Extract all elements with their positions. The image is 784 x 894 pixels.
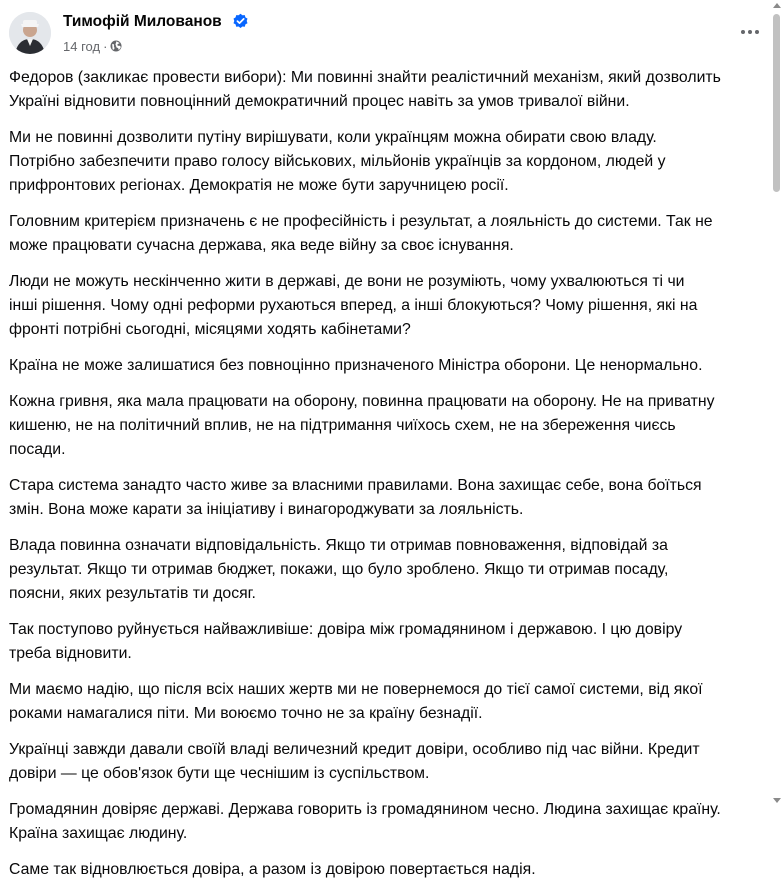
post-header (0, 0, 770, 62)
author-name[interactable]: Тимофій Милованов (63, 13, 222, 30)
scroll-up-arrow-icon[interactable] (773, 3, 781, 8)
post-paragraph: Так поступово руйнується найважливіше: довіра між громадянином і державою. І цю довіру треба відновити. (9, 621, 683, 662)
post-paragraph: Головним критерієм призначень є не професійність і результат, а лояльність до системи. Так не може працювати сучасна держава, яка веде війну за своє існування. (9, 213, 713, 254)
meta-separator: · (103, 38, 108, 54)
post-paragraph: Саме так відновлюється довіра, а разом із довірою повертається надія. (9, 861, 536, 878)
post-paragraph: Українці завжди давали своїй владі величезний кредит довіри, особливо під час війни. Кредит довіри — це обов'язок бути ще чеснішим із суспільством. (9, 741, 700, 782)
post-paragraph: Кожна гривня, яка мала працювати на оборону, повинна працювати на оборону. Не на приватну кишеню, не на політичний вплив, не на підтримання чиїхось схем, не на збереження чиєсь посади. (9, 393, 715, 458)
globe-icon[interactable] (110, 40, 122, 52)
post-meta (63, 37, 122, 55)
post-paragraph: Ми маємо надію, що після всіх наших жертв ми не повернемося до тієї самої системи, від якої роками намагалися піти. Ми воюємо точно не за країну безнадії. (9, 681, 703, 722)
post-paragraph: Громадянин довіряє державі. Держава говорить із громадянином чесно. Людина захищає країну. Країна захищає людину. (9, 801, 721, 842)
post-paragraph: Влада повинна означати відповідальність. Якщо ти отримав повноваження, відповідай за результат. Якщо ти отримав бюджет, покажи, що було зроблено. Якщо ти отримав посаду, поясни, яких результатів ти досяг. (9, 537, 669, 602)
post-paragraph: Федоров (закликає провести вибори): Ми повинні знайти реалістичний механізм, який дозволить Україні відновити повноцінний демократичний процес навіть за умов тривалої війни. (9, 69, 721, 110)
post-timestamp[interactable]: 14 год (63, 38, 101, 54)
post-paragraph: Стара система занадто часто живе за власними правилами. Вона захищає себе, вона боїться змін. Вона може карати за ініціативу і винагороджувати за лояльність. (9, 477, 702, 518)
avatar-photo (9, 12, 51, 54)
post-paragraph: Люди не можуть нескінченно жити в державі, де вони не розуміють, чому ухвалюються ті чи інші рішення. Чому одні реформи рухаються вперед, а інші блокуються? Чому рішення, які на фронті потрібні сьогодні, місяцями ходять кабінетами? (9, 273, 698, 338)
more-options-button[interactable] (733, 19, 767, 45)
author-avatar[interactable] (9, 12, 51, 54)
vertical-scrollbar[interactable] (770, 0, 784, 806)
scroll-down-arrow-icon[interactable] (773, 798, 781, 803)
post-text (9, 66, 769, 894)
more-horizontal-icon (740, 29, 760, 35)
verified-badge-icon (232, 13, 249, 30)
post-paragraph: Країна не може залишатися без повноцінно призначеного Міністра оборони. Це ненормально. (9, 357, 703, 374)
scrollbar-thumb[interactable] (773, 14, 780, 192)
post-paragraph: Ми не повинні дозволити путіну вирішувати, коли українцям можна обирати свою владу. Потрібно забезпечити право голосу військових, мільйонів українців за кордоном, людей у прифронтових регіонах. Демократія не може бути заручницею росії. (9, 129, 666, 194)
